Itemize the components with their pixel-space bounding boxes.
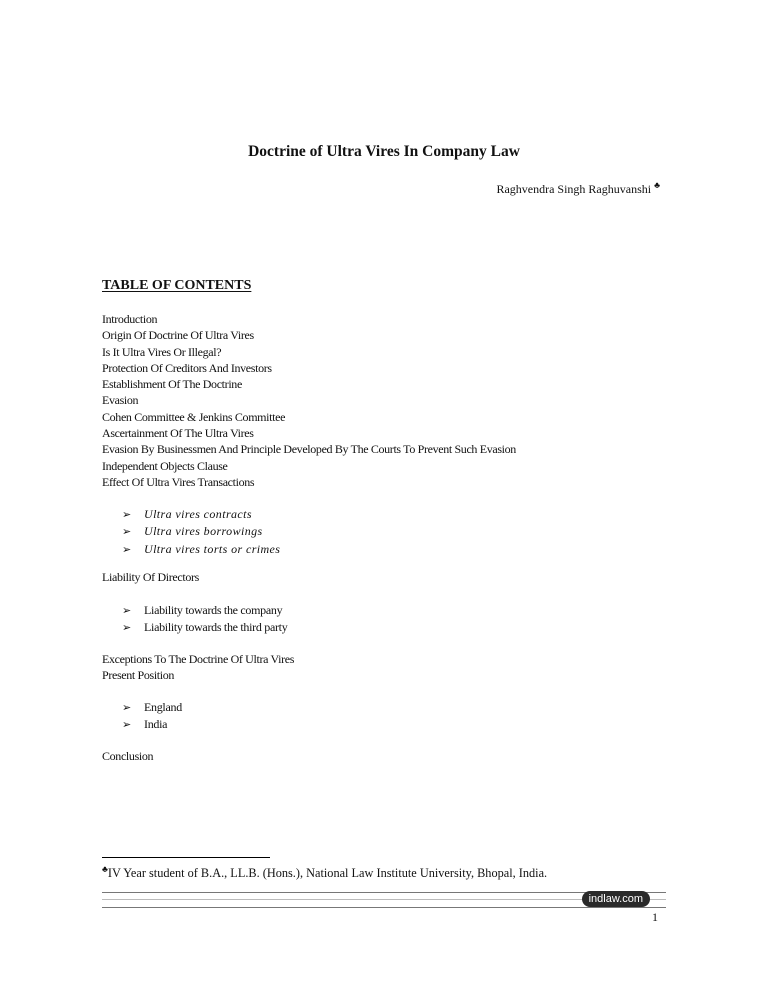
page-footer-bar <box>102 892 666 908</box>
toc-item: Evasion <box>102 393 139 408</box>
toc-item: Protection Of Creditors And Investors <box>102 360 272 375</box>
arrow-bullet-icon: ➢ <box>122 509 131 521</box>
toc-item: Origin Of Doctrine Of Ultra Vires <box>102 328 254 343</box>
toc-item: Introduction <box>102 312 158 326</box>
toc-subitem: ➢ England <box>122 699 182 716</box>
page-number: 1 <box>652 910 658 924</box>
toc-subitem: ➢ Ultra vires torts or crimes <box>122 541 280 558</box>
toc-item-exceptions: Exceptions To The Doctrine Of Ultra Vires <box>102 652 295 666</box>
arrow-bullet-icon: ➢ <box>122 526 131 539</box>
toc-item: Establishment Of The Doctrine <box>102 377 242 392</box>
present-sublist <box>122 699 182 734</box>
author-line <box>496 180 660 197</box>
toc-heading: TABLE OF CONTENTS <box>102 278 252 293</box>
toc-item: Is It Ultra Vires Or Illegal? <box>102 344 222 359</box>
toc-subitem: ➢ Ultra vires contracts <box>122 506 280 523</box>
toc-item-conclusion: Conclusion <box>102 749 154 763</box>
arrow-bullet-icon: ➢ <box>122 719 131 732</box>
author-footnote-mark: ♣ <box>654 180 660 190</box>
toc-subitem: ➢ Liability towards the company <box>122 602 287 619</box>
author-name: Raghvendra Singh Raghuvanshi <box>496 182 652 196</box>
footnote <box>102 864 547 881</box>
arrow-bullet-icon: ➢ <box>122 543 131 556</box>
toc-subitem: ➢ India <box>122 716 182 733</box>
footnote-mark: ♣ <box>102 864 108 874</box>
document-title: Doctrine of Ultra Vires In Company Law <box>248 143 520 160</box>
arrow-bullet-icon: ➢ <box>122 605 131 617</box>
toc-item: Evasion By Businessmen And Principle Developed By The Courts To Prevent Such Evasion <box>102 442 516 457</box>
liability-sublist <box>122 602 287 637</box>
effects-sublist <box>122 506 280 558</box>
arrow-bullet-icon: ➢ <box>122 702 131 714</box>
toc-subitem: ➢ Liability towards the third party <box>122 619 287 636</box>
toc-item-present-position: Present Position <box>102 668 175 682</box>
toc-item: Independent Objects Clause <box>102 458 228 473</box>
footnote-text: IV Year student of B.A., LL.B. (Hons.), National Law Institute University, Bhopal, India. <box>107 866 548 881</box>
footnote-divider <box>102 857 270 858</box>
arrow-bullet-icon: ➢ <box>122 622 131 635</box>
indlaw-logo[interactable]: indlaw.com <box>582 891 650 907</box>
toc-item-liability: Liability Of Directors <box>102 570 199 584</box>
toc-subitem: ➢ Ultra vires borrowings <box>122 523 280 540</box>
toc-main-list <box>102 311 516 490</box>
toc-item: Ascertainment Of The Ultra Vires <box>102 426 254 441</box>
toc-item: Effect Of Ultra Vires Transactions <box>102 474 255 489</box>
toc-item: Cohen Committee & Jenkins Committee <box>102 409 286 424</box>
